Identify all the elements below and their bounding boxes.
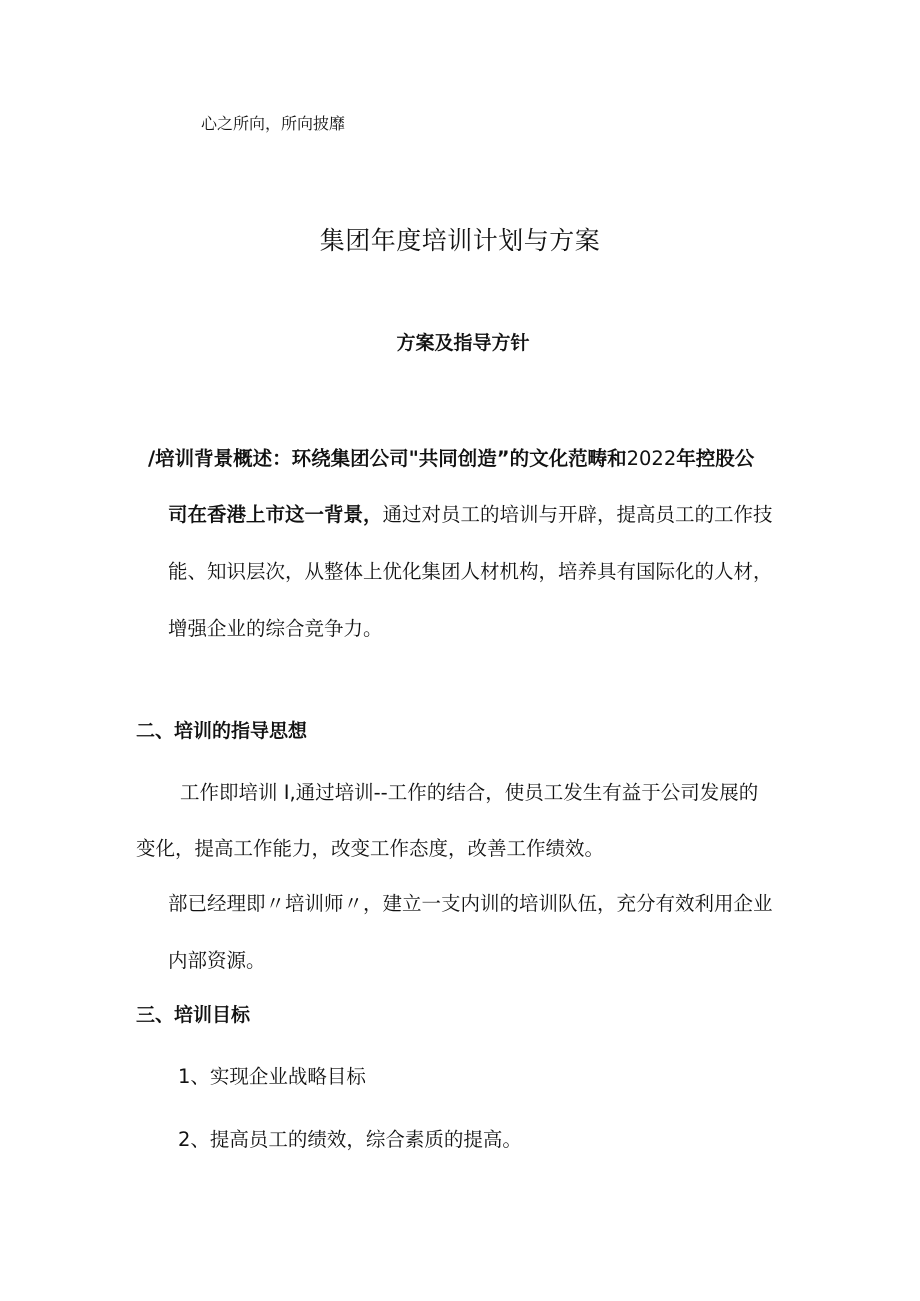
guiding-ideology-heading: 二、培训的指导思想 [136,720,308,742]
background-paragraph-line-2 [168,505,773,525]
background-heading-text: /培训背景概述：环绕集团公司"共同创造”的文化范畴和 [148,447,627,470]
background-paragraph-line-3: 能、知识层次，从整体上优化集团人材机构，培养具有国际化的人材， [168,560,773,583]
guiding-paragraph-1-line-1: 工作即培训 I,通过培训--工作的结合，使员工发生有益于公司发展的 [180,781,759,804]
background-heading-text-end: 年控股公 [676,447,755,470]
list-item: 2、提高员工的绩效，综合素质的提高。 [178,1128,522,1151]
background-paragraph-line-4: 增强企业的综合竞争力。 [168,617,383,640]
header-motto: 心之所向，所向披靡 [201,114,346,133]
guiding-paragraph-1-line-2: 变化，提高工作能力，改变工作态度，改善工作绩效。 [136,837,605,860]
listing-year: 2022 [626,447,677,470]
background-paragraph-line-1 [148,449,754,469]
guiding-paragraph-2-line-1: 部已经理即〃培训师〃，建立一支内训的培训队伍，充分有效利用企业 [168,892,773,915]
section-title: 方案及指导方针 [396,332,530,354]
background-text: 通过对员工的培训与开辟，提高员工的工作技 [382,503,773,526]
training-goals-heading: 三、培训目标 [136,1004,251,1026]
document-title: 集团年度培训计划与方案 [319,226,601,255]
guiding-paragraph-2-line-2: 内部资源。 [168,949,266,972]
background-bold-text: 司在香港上市这一背景， [168,503,383,526]
list-item: 1、实现企业战略目标 [178,1065,366,1088]
